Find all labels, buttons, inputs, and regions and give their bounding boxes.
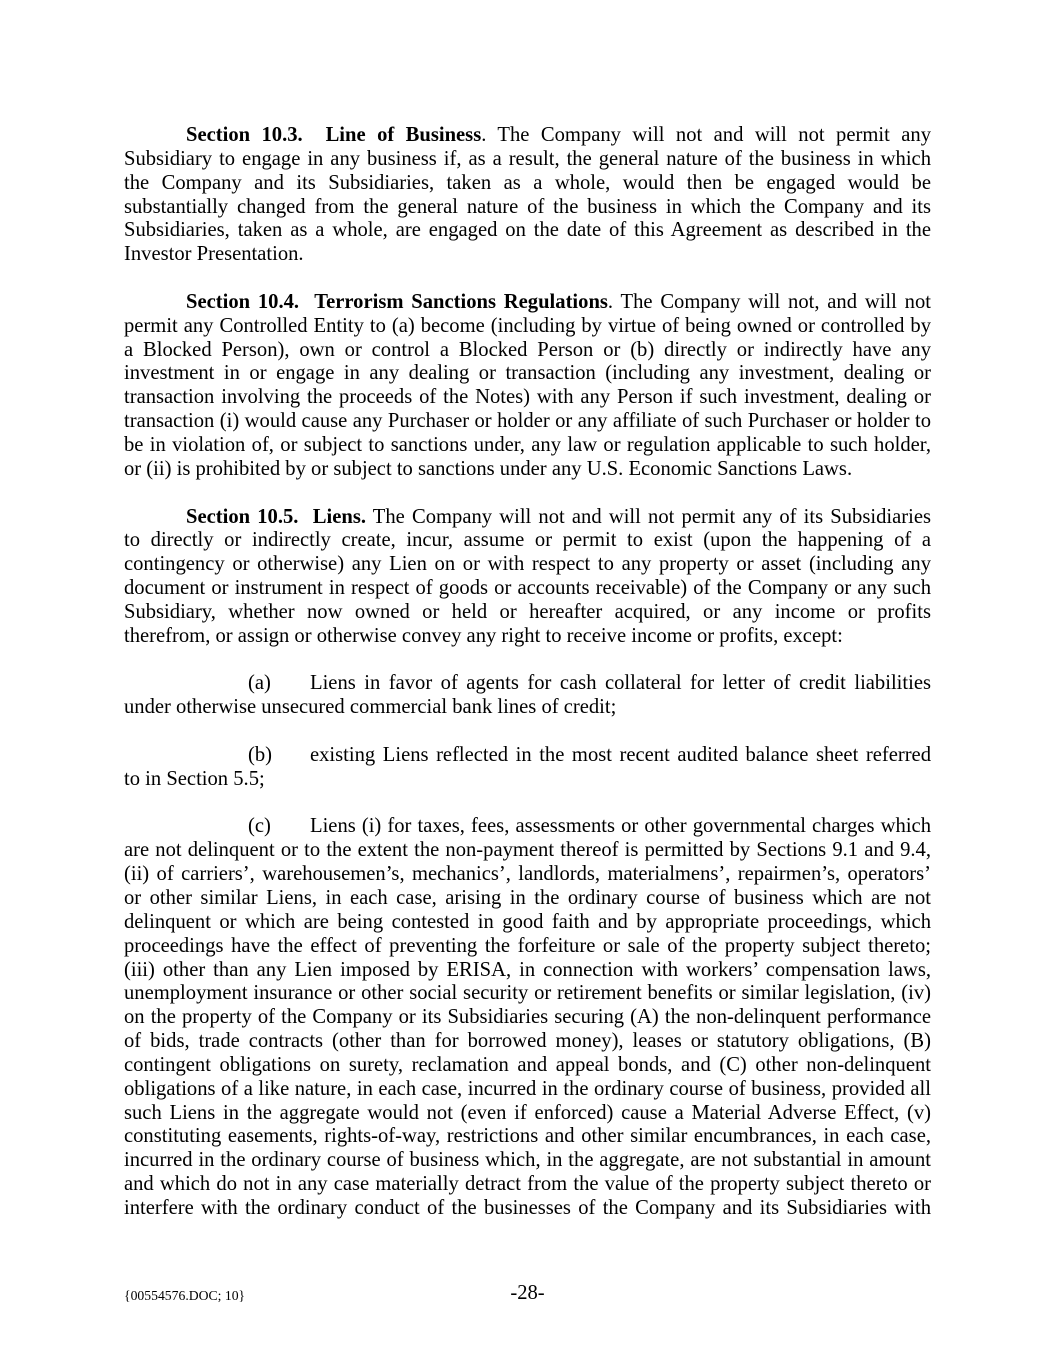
document-body [124,124,931,1221]
text-line: document or instrument in respect of goods or accounts receivable) of the Company or any such [124,577,931,600]
text-line: or other similar Liens, in each case, arising in the ordinary course of business which are not [124,887,931,909]
clause-c-paragraph [124,815,931,1220]
text-line: under otherwise unsecured commercial bank lines of credit; [124,696,617,719]
section-10-5-paragraph [124,506,931,649]
text-line: (ii) of carriers’, warehousemen’s, mechanics’, landlords, materialmens’, repairmen’s, operators’ [124,863,931,886]
section-heading: Section 10.3. Line of Business [186,124,482,146]
clause-a-paragraph [124,672,931,720]
text-run: The Company will not and will not permit any of its Subsidiaries [365,505,931,528]
text-line: substantially changed from the general nature of the business in which the Company and its [124,195,931,218]
text-line: incurred in the ordinary course of business which, in the aggregate, are not substantial in amount [124,1149,931,1172]
text-line: or (ii) is prohibited by or subject to sanctions under any U.S. Economic Sanctions Laws. [124,457,853,480]
text-line: obligations of a like nature, in each case, incurred in the ordinary course of business, provided all [124,1077,931,1100]
text-line [124,815,931,839]
text-line: permit any Controlled Entity to (a) become (including by virtue of being owned or controlled by [124,314,931,337]
list-item-label: (b) [248,743,273,766]
text-line [124,744,931,768]
section-heading: Section 10.5. Liens. [186,505,366,528]
text-line: (iii) other than any Lien imposed by ERISA, in connection with workers’ compensation laws, [124,958,931,981]
text-line: contingency or otherwise) any Lien on or with respect to any property or asset (including any [124,553,931,576]
text-run: . The Company will not and will not permit any [481,124,931,146]
clause-b-paragraph [124,744,931,792]
text-line: and which do not in any case materially detract from the value of the property subject thereto or [124,1173,931,1196]
page-number: -28- [510,1282,545,1304]
text-line: investment in or engage in any dealing or transaction (including any investment, dealing or [124,362,931,385]
text-line: contingent obligations on surety, reclamation and appeal bonds, and (C) other non-delinquent [124,1053,931,1076]
text-line: a Blocked Person), own or control a Blocked Person or (b) directly or indirectly have any [124,338,931,361]
text-line: proceedings have the effect of preventing the forfeiture or sale of the property subject thereto; [124,934,931,957]
text-line [124,124,931,148]
section-heading: Section 10.4. Terrorism Sanctions Regulations [186,290,608,313]
section-10-3-paragraph [124,124,931,267]
text-run: Liens (i) for taxes, fees, assessments or other governmental charges which [310,815,931,838]
text-line: to directly or indirectly create, incur, assume or permit to exist (upon the happening of a [124,529,931,552]
text-line: Subsidiary, whether now owned or held or hereafter acquired, or any income or profits [124,600,931,623]
text-line: of bids, trade contracts (other than for borrowed money), leases or statutory obligations, (B) [124,1030,931,1053]
text-run: . The Company will not, and will not [607,290,931,313]
text-line: unemployment insurance or other social security or retirement benefits or similar legislation, (iv) [124,982,931,1005]
text-line: to in Section 5.5; [124,767,265,790]
text-line: transaction involving the proceeds of the Notes) with any Person if such investment, dealing or [124,386,931,409]
text-line: Subsidiary to engage in any business if, as a result, the general nature of the business in which [124,147,931,170]
text-line: the Company and its Subsidiaries, taken as a whole, would then be engaged would be [124,171,931,194]
text-line: Subsidiaries, taken as a whole, are engaged on the date of this Agreement as described in the [124,219,931,242]
text-line: constituting easements, rights-of-way, restrictions and other similar encumbrances, in each case, [124,1125,931,1148]
list-item-label: (a) [248,672,271,695]
text-line: delinquent or which are being contested in good faith and by appropriate proceedings, which [124,910,931,933]
section-10-4-paragraph [124,291,931,482]
text-line [124,672,931,696]
text-line: on the property of the Company or its Subsidiaries securing (A) the non-delinquent performance [124,1006,931,1029]
text-line: Investor Presentation. [124,243,304,266]
text-line: such Liens in the aggregate would not (even if enforced) cause a Material Adverse Effect, (v) [124,1101,931,1124]
text-line [124,506,931,530]
text-line: transaction (i) would cause any Purchaser or holder or any affiliate of such Purchaser or holder to [124,410,931,433]
text-line: interfere with the ordinary conduct of the businesses of the Company and its Subsidiaries with [124,1196,931,1219]
document-id: {00554576.DOC; 10} [124,1288,246,1303]
text-run: Liens in favor of agents for cash collateral for letter of credit liabilities [310,672,931,695]
text-line: are not delinquent or to the extent the non-payment thereof is permitted by Sections 9.1 and 9.4, [124,839,931,862]
text-line: be in violation of, or subject to sanctions under, any law or regulation applicable to such holder, [124,433,931,456]
text-run: existing Liens reflected in the most recent audited balance sheet referred [310,743,931,766]
text-line [124,291,931,315]
text-line: therefrom, or assign or otherwise convey any right to receive income or profits, except: [124,624,843,647]
list-item-label: (c) [248,815,271,838]
